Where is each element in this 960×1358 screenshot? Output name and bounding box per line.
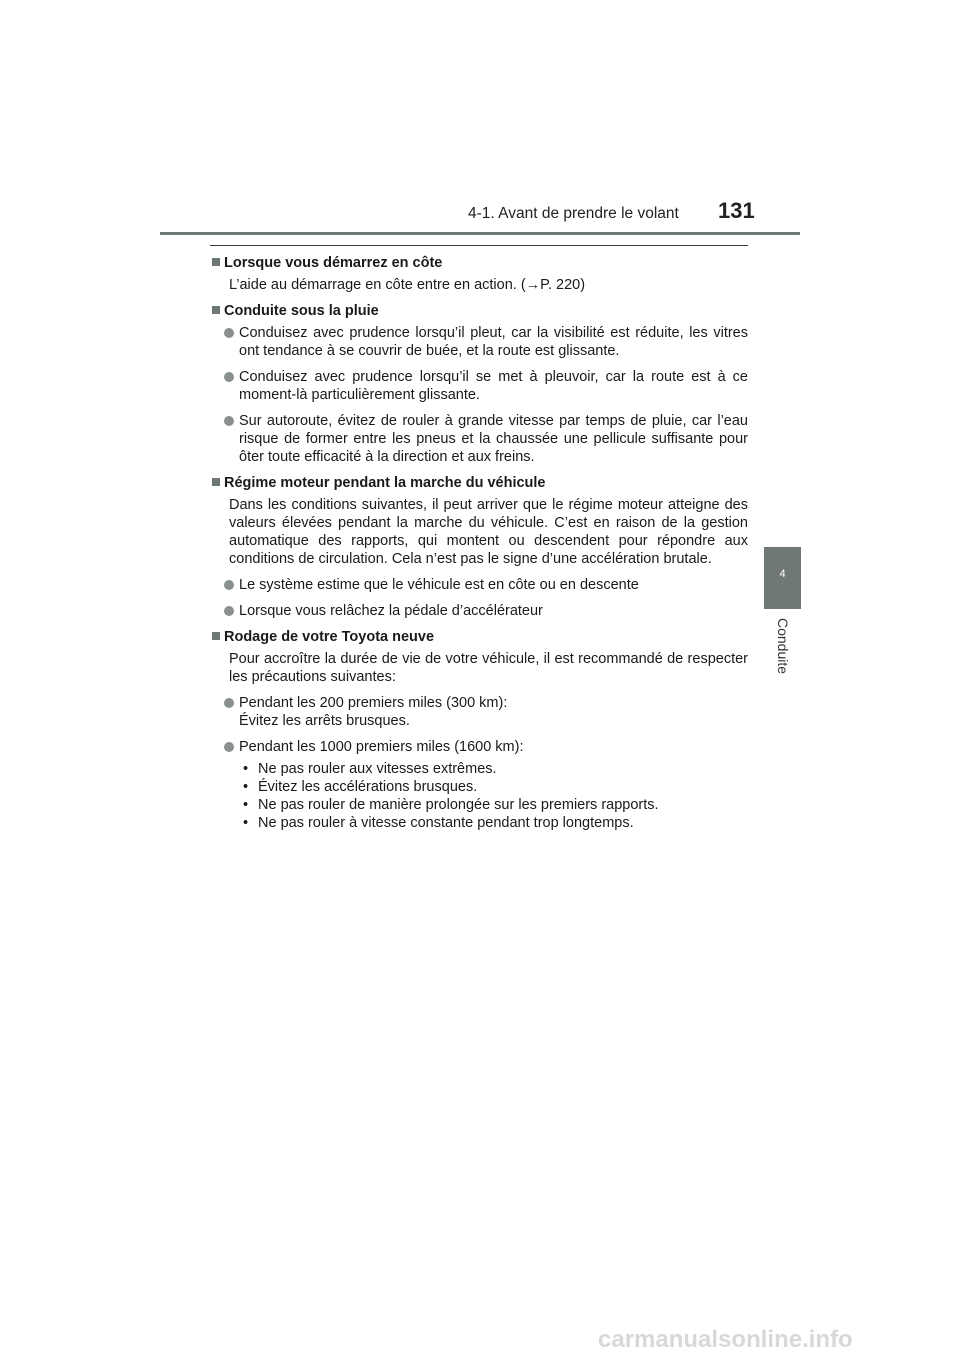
section-paragraph: L’aide au démarrage en côte entre en action. (→P. 220) <box>229 277 586 293</box>
sub-list-item: • Ne pas rouler à vitesse constante pendant trop longtemps. <box>243 815 634 831</box>
square-bullet-icon <box>212 258 220 266</box>
section-title: Rodage de votre Toyota neuve <box>224 629 435 645</box>
section-rain-driving <box>212 302 748 466</box>
circle-bullet-icon <box>224 416 234 426</box>
section-paragraph: Dans les conditions suivantes, il peut arriver que le régime moteur atteigne des valeurs élevées pendant la marche du véhicule. C’est en raison de la gestion automatique des rapports, qui montent ou descendent pour répondre aux conditions de circulation. Cela n’est pas le signe d’une accélération brutale. <box>229 497 748 567</box>
circle-bullet-icon <box>224 606 234 616</box>
list-item: Sur autoroute, évitez de rouler à grande vitesse par temps de pluie, car l’eau risque de former entre les pneus et la chaussée une pellicule suffisante pour ôter toute efficacité à la direction et aux freins. <box>222 412 748 466</box>
square-bullet-icon <box>212 306 220 314</box>
list-item: Le système estime que le véhicule est en côte ou en descente <box>222 576 748 594</box>
circle-bullet-icon <box>224 328 234 338</box>
page-number: 131 <box>718 198 755 223</box>
sub-list-item: • Ne pas rouler de manière prolongée sur les premiers rapports. <box>243 797 659 813</box>
section-hill-start <box>212 254 748 294</box>
list-item: Pendant les 200 premiers miles (300 km): Évitez les arrêts brusques. <box>222 694 748 730</box>
section-title: Conduite sous la pluie <box>224 303 379 319</box>
list-item: Conduisez avec prudence lorsqu’il se met à pleuvoir, car la route est à ce moment-là particulièrement glissante. <box>222 368 748 404</box>
section-paragraph: Pour accroître la durée de vie de votre véhicule, il est recommandé de respecter les précautions suivantes: <box>229 651 748 685</box>
list-item: Lorsque vous relâchez la pédale d’accélérateur <box>222 602 748 620</box>
section-header-title: 4-1. Avant de prendre le volant <box>468 205 679 222</box>
page-content <box>212 254 748 832</box>
content-rule <box>210 245 748 246</box>
sub-list-item: • Évitez les accélérations brusques. <box>243 779 478 795</box>
list-item: Conduisez avec prudence lorsqu’il pleut, car la visibilité est réduite, les vitres ont tendance à se couvrir de buée, et la route est glissante. <box>222 324 748 360</box>
chapter-label: Conduite <box>775 618 791 675</box>
watermark: carmanualsonline.info <box>598 1326 853 1353</box>
circle-bullet-icon <box>224 698 234 708</box>
chapter-number: 4 <box>779 568 786 580</box>
sub-list-item: • Ne pas rouler aux vitesses extrêmes. <box>243 761 497 777</box>
circle-bullet-icon <box>224 372 234 382</box>
list-item: Pendant les 1000 premiers miles (1600 km): <box>222 738 748 756</box>
section-title: Lorsque vous démarrez en côte <box>224 255 443 271</box>
circle-bullet-icon <box>224 580 234 590</box>
square-bullet-icon <box>212 478 220 486</box>
section-title: Régime moteur pendant la marche du véhicule <box>224 475 546 491</box>
section-engine-speed <box>212 474 748 620</box>
sub-list <box>239 760 748 832</box>
square-bullet-icon <box>212 632 220 640</box>
header-rule <box>160 232 800 235</box>
section-break-in <box>212 628 748 832</box>
circle-bullet-icon <box>224 742 234 752</box>
